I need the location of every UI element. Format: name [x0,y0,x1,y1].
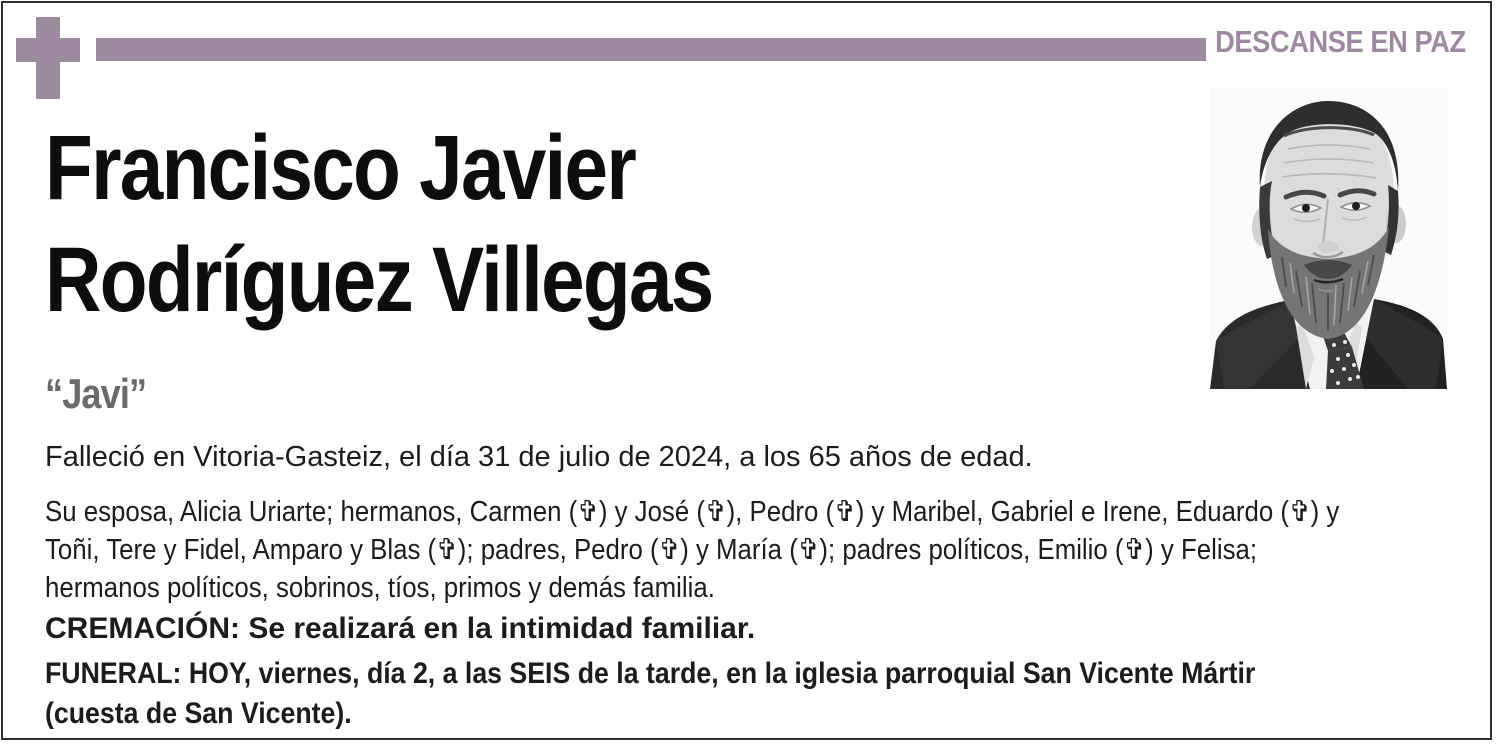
funeral-line: (cuesta de San Vicente). [45,697,352,730]
family-line: Su esposa, Alicia Uriarte; hermanos, Carmen (✞) y José (✞), Pedro (✞) y Maribel, Gabriel e Irene, Eduardo (✞) y [45,496,1340,528]
cross-horizontal-bar [16,38,80,62]
death-announcement-text: Falleció en Vitoria-Gasteiz, el día 31 de julio de 2024, a los 65 años de edad. [45,441,1033,473]
funeral-line: FUNERAL: HOY, viernes, día 2, a las SEIS de la tarde, en la iglesia parroquial San Vicente Mártir [45,657,1256,690]
deceased-portrait-photo [1210,87,1447,389]
family-paragraph [45,493,1496,607]
deceased-name-line2: Rodríguez Villegas [45,229,713,331]
family-line: hermanos políticos, sobrinos, tíos, primos y demás familia. [45,572,715,604]
funeral-info [45,654,1405,734]
death-announcement [45,441,1033,474]
deceased-nickname: “Javi” [45,370,147,417]
deceased-name-line1: Francisco Javier [45,117,636,219]
rest-in-peace-label: DESCANSE EN PAZ [1215,24,1466,59]
family-line: Toñi, Tere y Fidel, Amparo y Blas (✞); padres, Pedro (✞) y María (✞); padres políticos, Emilio (✞) y Felisa; [45,534,1257,566]
deceased-name [45,112,830,336]
cremation-text: CREMACIÓN: Se realizará en la intimidad familiar. [45,612,756,645]
latin-cross-icon [16,17,80,99]
header-rule [96,38,1206,61]
portrait-illustration [1210,87,1447,389]
cremation-info [45,612,755,646]
